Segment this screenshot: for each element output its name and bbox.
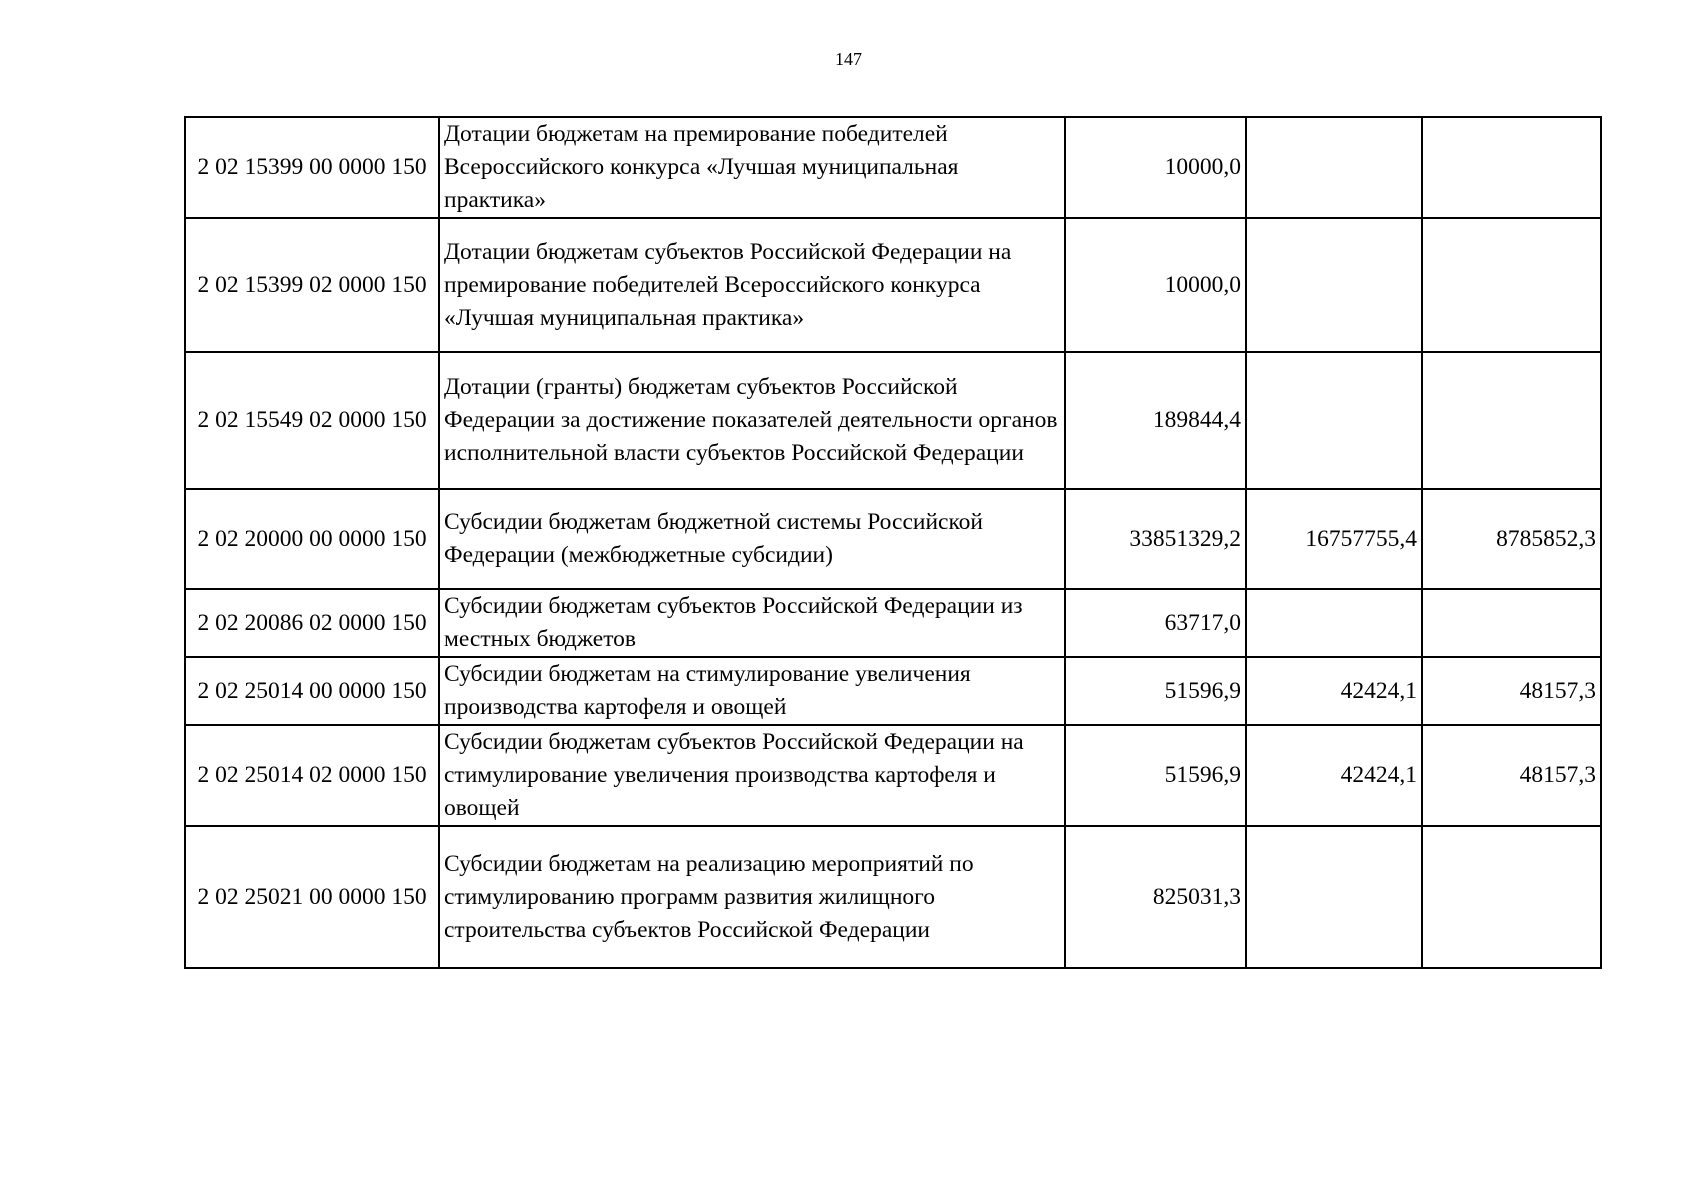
budget-code: 2 02 20000 00 0000 150 bbox=[185, 489, 439, 589]
row-description: Дотации бюджетам на премирование победителей Всероссийского конкурса «Лучшая муниципальная практика» bbox=[439, 117, 1065, 218]
table-row bbox=[185, 725, 1601, 826]
page-number: 147 bbox=[835, 49, 862, 69]
amount-col-2: 16757755,4 bbox=[1246, 489, 1422, 589]
amount-col-3: 48157,3 bbox=[1422, 657, 1601, 725]
table-row bbox=[185, 657, 1601, 725]
amount-col-2 bbox=[1246, 352, 1422, 489]
budget-table bbox=[184, 116, 1602, 969]
table-row bbox=[185, 218, 1601, 352]
row-description: Субсидии бюджетам бюджетной системы Российской Федерации (межбюджетные субсидии) bbox=[439, 489, 1065, 589]
row-description: Субсидии бюджетам субъектов Российской Федерации из местных бюджетов bbox=[439, 589, 1065, 657]
amount-col-2: 42424,1 bbox=[1246, 657, 1422, 725]
row-description: Субсидии бюджетам на стимулирование увеличения производства картофеля и овощей bbox=[439, 657, 1065, 725]
budget-code: 2 02 25014 00 0000 150 bbox=[185, 657, 439, 725]
budget-code: 2 02 25014 02 0000 150 bbox=[185, 725, 439, 826]
budget-code: 2 02 15399 02 0000 150 bbox=[185, 218, 439, 352]
amount-col-2: 42424,1 bbox=[1246, 725, 1422, 826]
amount-col-1: 189844,4 bbox=[1065, 352, 1246, 489]
amount-col-3 bbox=[1422, 352, 1601, 489]
budget-code: 2 02 15399 00 0000 150 bbox=[185, 117, 439, 218]
budget-code: 2 02 20086 02 0000 150 bbox=[185, 589, 439, 657]
amount-col-3: 8785852,3 bbox=[1422, 489, 1601, 589]
row-description: Дотации (гранты) бюджетам субъектов Российской Федерации за достижение показателей деятельности органов исполнительной власти субъектов Российской Федерации bbox=[439, 352, 1065, 489]
amount-col-3: 48157,3 bbox=[1422, 725, 1601, 826]
amount-col-3 bbox=[1422, 117, 1601, 218]
table-row bbox=[185, 489, 1601, 589]
amount-col-3 bbox=[1422, 826, 1601, 968]
row-description: Субсидии бюджетам на реализацию мероприятий по стимулированию программ развития жилищного строительства субъектов Российской Федерации bbox=[439, 826, 1065, 968]
table-row bbox=[185, 352, 1601, 489]
amount-col-1: 33851329,2 bbox=[1065, 489, 1246, 589]
amount-col-3 bbox=[1422, 218, 1601, 352]
table-row bbox=[185, 117, 1601, 218]
amount-col-1: 10000,0 bbox=[1065, 117, 1246, 218]
amount-col-1: 51596,9 bbox=[1065, 657, 1246, 725]
budget-code: 2 02 15549 02 0000 150 bbox=[185, 352, 439, 489]
row-description: Субсидии бюджетам субъектов Российской Федерации на стимулирование увеличения производства картофеля и овощей bbox=[439, 725, 1065, 826]
amount-col-3 bbox=[1422, 589, 1601, 657]
amount-col-2 bbox=[1246, 218, 1422, 352]
amount-col-1: 825031,3 bbox=[1065, 826, 1246, 968]
budget-code: 2 02 25021 00 0000 150 bbox=[185, 826, 439, 968]
amount-col-2 bbox=[1246, 117, 1422, 218]
amount-col-1: 51596,9 bbox=[1065, 725, 1246, 826]
amount-col-2 bbox=[1246, 589, 1422, 657]
amount-col-2 bbox=[1246, 826, 1422, 968]
row-description: Дотации бюджетам субъектов Российской Федерации на премирование победителей Всероссийского конкурса «Лучшая муниципальная практика» bbox=[439, 218, 1065, 352]
table-row bbox=[185, 589, 1601, 657]
amount-col-1: 10000,0 bbox=[1065, 218, 1246, 352]
table-row bbox=[185, 826, 1601, 968]
amount-col-1: 63717,0 bbox=[1065, 589, 1246, 657]
